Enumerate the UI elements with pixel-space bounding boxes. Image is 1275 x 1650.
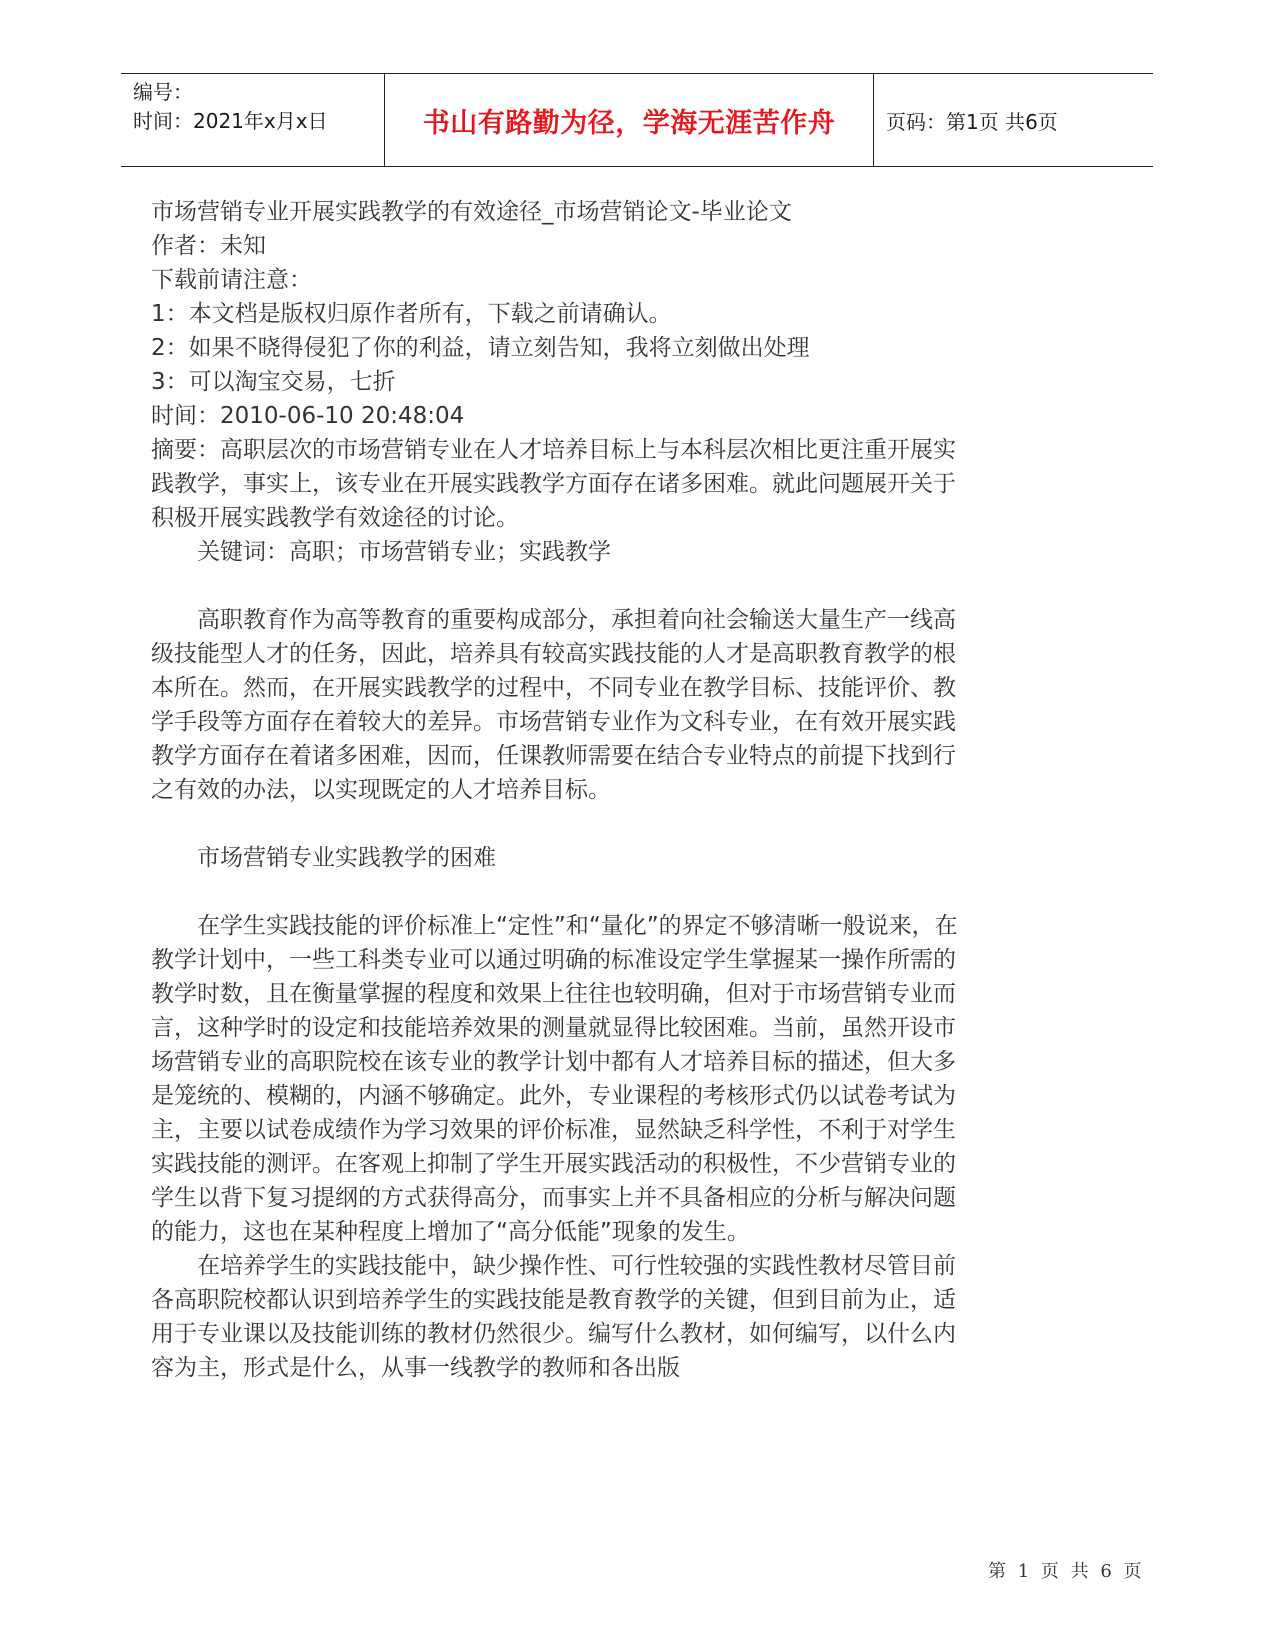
spacer — [151, 569, 961, 603]
header-motto: 书山有路勤为径，学海无涯苦作舟 — [422, 107, 836, 139]
spacer — [151, 875, 961, 909]
notice-item-1: 1：本文档是版权归原作者所有，下载之前请确认。 — [151, 301, 672, 327]
article-body — [151, 195, 961, 1385]
article-keywords: 关键词：高职；市场营销专业；实践教学 — [197, 539, 611, 565]
paragraph-intro: 高职教育作为高等教育的重要构成部分，承担着向社会输送大量生产一线高级技能型人才的任务，因此，培养具有较高实践技能的人才是高职教育教学的根本所在。然而，在开展实践教学的过程中，不同专业在教学目标、技能评价、教学手段等方面存在着较大的差异。市场营销专业作为文科专业，在有效开展实践教学方面存在着诸多困难，因而，任课教师需要在结合专业特点的前提下找到行之有效的办法，以实现既定的人才培养目标。 — [151, 607, 956, 803]
document-time-label: 时间：2021年x月x日 — [133, 109, 328, 133]
article-time: 时间：2010-06-10 20:48:04 — [151, 403, 465, 429]
header-page-info: 页码：第1页 共6页 — [886, 109, 1058, 134]
paragraph-textbooks: 在培养学生的实践技能中，缺少操作性、可行性较强的实践性教材尽管目前各高职院校都认识到培养学生的实践技能是教育教学的关键，但到目前为止，适用于专业课以及技能训练的教材仍然很少。编写什么教材，如何编写，以什么内容为主，形式是什么，从事一线教学的教师和各出版 — [151, 1253, 956, 1381]
notice-item-2: 2：如果不晓得侵犯了你的利益，请立刻告知，我将立刻做出处理 — [151, 335, 810, 361]
document-number-label: 编号： — [133, 80, 193, 104]
section-heading: 市场营销专业实践教学的困难 — [197, 845, 496, 871]
header-page-cell — [874, 74, 1153, 166]
document-header — [121, 73, 1153, 167]
header-meta — [121, 74, 384, 166]
page-footer: 第 1 页 共 6 页 — [988, 1561, 1142, 1582]
paragraph-evaluation: 在学生实践技能的评价标准上“定性”和“量化”的界定不够清晰一般说来，在教学计划中，一些工科类专业可以通过明确的标准设定学生掌握某一操作所需的教学时数，且在衡量掌握的程度和效果上往往也较明确，但对于市场营销专业而言，这种学时的设定和技能培养效果的测量就显得比较困难。当前，虽然开设市场营销专业的高职院校在该专业的教学计划中都有人才培养目标的描述，但大多是笼统的、模糊的，内涵不够确定。此外，专业课程的考核形式仍以试卷考试为主，主要以试卷成绩作为学习效果的评价标准，显然缺乏科学性，不利于对学生实践技能的测评。在客观上抑制了学生开展实践活动的积极性，不少营销专业的学生以背下复习提纲的方式获得高分，而事实上并不具备相应的分析与解决问题的能力，这也在某种程度上增加了“高分低能”现象的发生。 — [151, 913, 958, 1245]
notice-heading: 下载前请注意： — [151, 267, 312, 293]
article-author: 作者：未知 — [151, 233, 266, 259]
spacer — [151, 807, 961, 841]
article-abstract: 摘要：高职层次的市场营销专业在人才培养目标上与本科层次相比更注重开展实践教学，事实上，该专业在开展实践教学方面存在诸多困难。就此问题展开关于积极开展实践教学有效途径的讨论。 — [151, 437, 956, 531]
header-motto-cell — [384, 74, 874, 166]
notice-item-3: 3：可以淘宝交易，七折 — [151, 369, 396, 395]
article-title: 市场营销专业开展实践教学的有效途径_市场营销论文-毕业论文 — [151, 199, 792, 225]
